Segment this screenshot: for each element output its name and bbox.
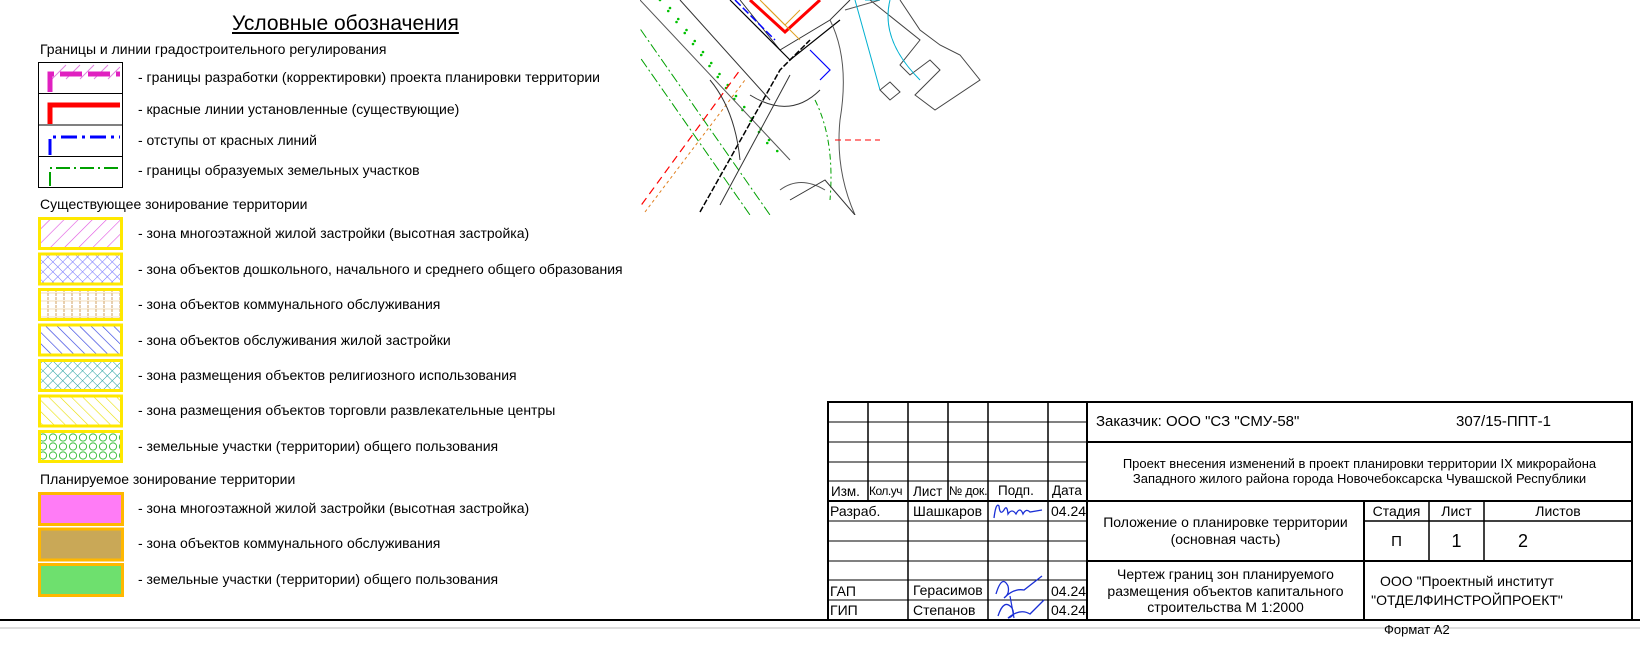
sheet-header: Лист (1441, 503, 1472, 519)
header-data: Дата (1052, 483, 1082, 498)
name-gap: Герасимов (913, 582, 983, 598)
boundary-swatches (38, 62, 123, 188)
drawing-title-line-3: строительства М 1:2000 (1147, 599, 1304, 615)
legend-item-label: - отступы от красных линий (138, 132, 317, 148)
project-title-line-2: Западного жилого района города Новочебоксарска Чувашской Республики (1132, 471, 1587, 486)
date-razrab: 04.24 (1051, 503, 1087, 519)
swatch-retail-zone (40, 396, 122, 426)
name-gip: Степанов (913, 602, 976, 618)
header-ndok: № док. (949, 484, 988, 498)
role-gip: ГИП (830, 602, 858, 618)
legend-item-label: - зона объектов коммунального обслуживания (138, 296, 441, 312)
existing-zone-swatches (38, 217, 123, 467)
project-code: 307/15-ППТ-1 (1456, 413, 1551, 430)
project-title (1087, 456, 1632, 486)
stage-header: Стадия (1372, 503, 1421, 519)
swatch-highrise-zone (40, 219, 122, 249)
header-podp: Подп. (998, 483, 1034, 498)
legend-item-label: - зона объектов дошкольного, начального и среднего общего образования (138, 261, 623, 277)
swatch-planned-public (40, 565, 123, 596)
planned-zone-swatches (38, 492, 124, 598)
swatch-planned-highrise (40, 494, 123, 525)
legend-item-label: - зона объектов коммунального обслуживания (138, 535, 441, 551)
date-gap: 04.24 (1051, 583, 1087, 599)
sheets-value: 2 (1517, 531, 1528, 551)
swatch-public-zone (40, 432, 122, 462)
drawing-title (1087, 566, 1364, 616)
project-title-line-1: Проект внесения изменений в проект планировки территории IX микрорайона (1122, 456, 1597, 471)
customer: Заказчик: ООО "СЗ "СМУ-58" (1096, 413, 1300, 430)
header-kol-uch: Кол.уч (869, 484, 902, 498)
signature-razrab (990, 500, 1046, 522)
document-title-line-2: (основная часть) (1170, 531, 1281, 547)
swatch-land-plot-line (50, 168, 120, 186)
swatch-setback-line (50, 137, 120, 155)
section-planned: Планируемое зонирование территории (40, 471, 296, 487)
document-title (1087, 514, 1364, 548)
legend-item-label: - земельные участки (территории) общего пользования (138, 571, 499, 587)
legend-title: Условные обозначения (232, 12, 459, 35)
legend-item-label: - зона многоэтажной жилой застройки (высотная застройка) (138, 500, 530, 516)
signature-gap-gip (990, 572, 1048, 620)
legend-item-label: - зона объектов обслуживания жилой застройки (138, 332, 451, 348)
role-razrab: Разраб. (830, 503, 881, 519)
map-buildings (860, 0, 1000, 130)
section-boundaries: Границы и линии градостроительного регулирования (40, 41, 387, 57)
organization-line-2: "ОТДЕЛФИНСТРОЙПРОЕКТ" (1371, 592, 1563, 608)
legend-item-label: - границы разработки (корректировки) проекта планировки территории (138, 69, 600, 85)
swatch-red-line (50, 105, 120, 124)
legend-item-label: - зона размещения объектов религиозного использования (138, 367, 517, 383)
organization (1364, 572, 1570, 610)
document-title-line-1: Положение о планировке территории (1103, 514, 1348, 530)
swatch-planned-utility (40, 529, 123, 560)
drawing-title-line-1: Чертеж границ зон планируемого (1117, 566, 1334, 582)
legend-item-label: - красные линии установленные (существующие) (138, 101, 460, 117)
section-existing: Существующее зонирование территории (40, 196, 308, 212)
legend-item-label: - зона размещения объектов торговли развлекательные центры (138, 402, 556, 418)
swatch-religious-zone (40, 361, 122, 391)
header-list: Лист (913, 484, 943, 499)
swatch-education-zone (40, 254, 122, 284)
stage-value: П (1391, 533, 1402, 550)
legend-item-label: - зона многоэтажной жилой застройки (высотная застройка) (138, 225, 530, 241)
swatch-service-zone (40, 325, 122, 355)
name-razrab: Шашкаров (913, 503, 983, 519)
date-gip: 04.24 (1051, 602, 1087, 618)
legend-item-label: - границы образуемых земельных участков (138, 162, 420, 178)
swatch-utility-zone (40, 290, 122, 320)
swatch-development-boundary (50, 65, 120, 92)
header-izm: Изм. (831, 484, 860, 499)
legend-item-label: - земельные участки (территории) общего пользования (138, 438, 499, 454)
role-gap: ГАП (830, 583, 856, 599)
sheets-header: Листов (1535, 503, 1581, 519)
organization-line-1: ООО "Проектный институт (1380, 573, 1554, 589)
sheet-format: Формат А2 (1384, 622, 1450, 637)
map-fragment (640, 0, 880, 215)
sheet-value: 1 (1451, 531, 1462, 551)
drawing-title-line-2: размещения объектов капитального (1107, 582, 1344, 599)
